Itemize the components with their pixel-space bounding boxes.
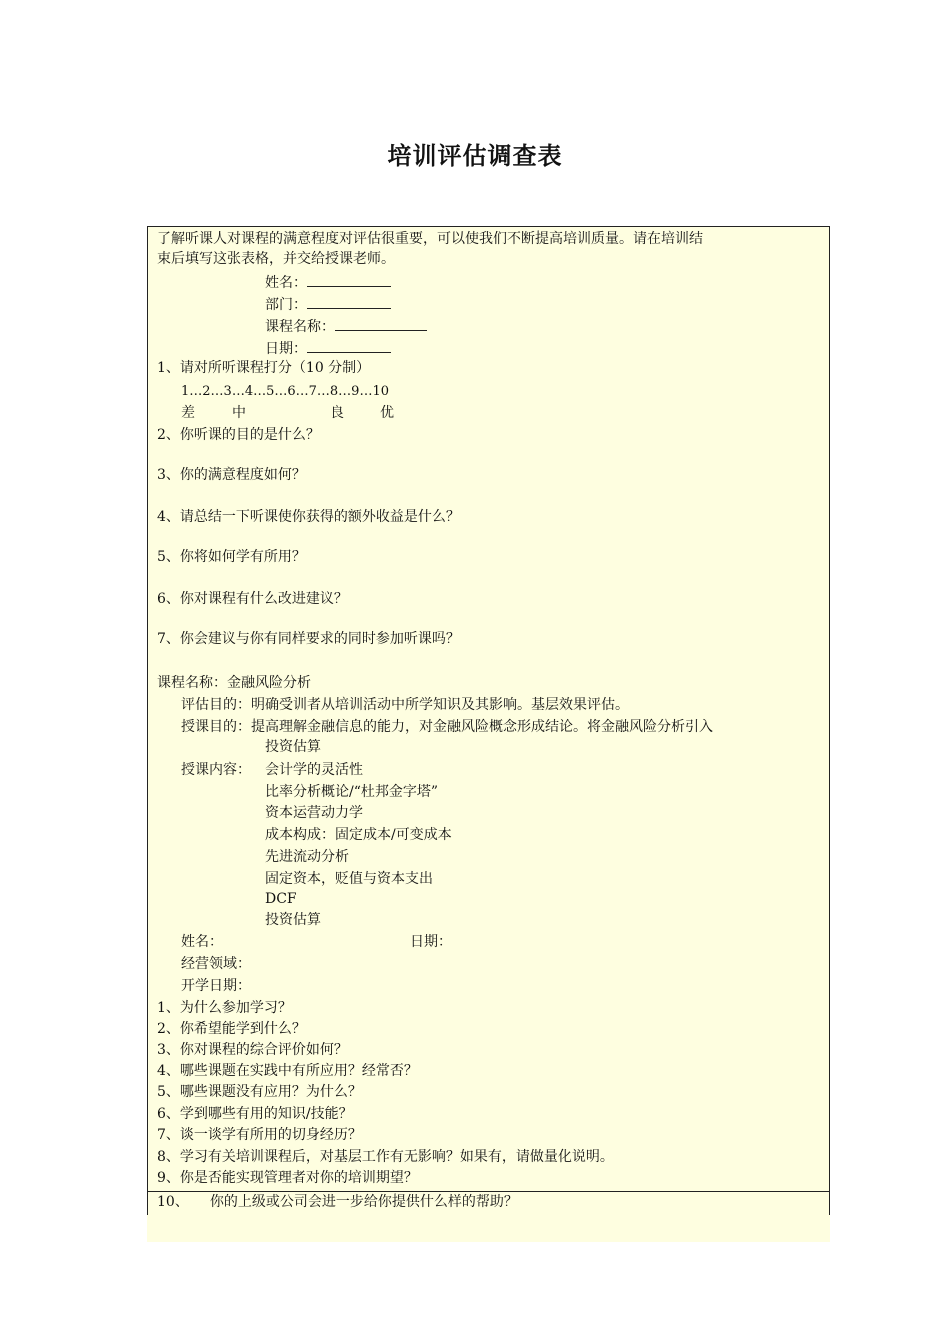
content-item: 固定资本，贬值与资本支出 — [265, 871, 433, 887]
scale-label-poor: 差 — [181, 405, 195, 421]
survey-box — [147, 226, 830, 1216]
name-blank[interactable] — [307, 272, 391, 287]
followup-question: 6、学到哪些有用的知识/技能？ — [157, 1106, 353, 1122]
content-item: 投资估算 — [265, 912, 321, 928]
course-label: 课程名称： — [265, 319, 335, 335]
followup-question: 5、哪些课题没有应用？为什么？ — [157, 1084, 362, 1100]
date-field[interactable] — [265, 338, 391, 359]
dept-label: 部门： — [265, 297, 307, 313]
content-item: 资本运营动力学 — [265, 805, 363, 821]
followup-question: 10、 你的上级或公司会进一步给你提供什么样的帮助？ — [157, 1194, 518, 1210]
content-item: 成本构成：固定成本/可变成本 — [265, 827, 452, 843]
scale-label-fair: 中 — [232, 405, 246, 421]
score-scale: 1…2…3…4…5…6…7…8…9…10 — [181, 384, 389, 399]
dept-field[interactable] — [265, 294, 391, 315]
intro-line-1: 了解听课人对课程的满意程度对评估很重要，可以使我们不断提高培训质量。请在培训结 — [157, 231, 703, 247]
dept-blank[interactable] — [307, 294, 391, 309]
eval-purpose: 评估目的：明确受训者从培训活动中所学知识及其影响。基层效果评估。 — [181, 697, 629, 713]
name-label: 姓名： — [265, 275, 307, 291]
scale-label-excellent: 优 — [380, 405, 394, 421]
course-blank[interactable] — [335, 316, 427, 331]
trainee-name-label: 姓名： — [181, 934, 223, 950]
question-5: 5、你将如何学有所用？ — [157, 549, 306, 565]
date-blank[interactable] — [307, 338, 391, 353]
followup-question: 4、哪些课题在实践中有所应用？经常否？ — [157, 1063, 418, 1079]
followup-question: 1、为什么参加学习？ — [157, 1000, 292, 1016]
question-1: 1、请对所听课程打分（10 分制） — [157, 360, 371, 376]
scale-labels — [148, 403, 829, 423]
teach-purpose-line-2: 投资估算 — [265, 739, 321, 755]
question-2: 2、你听课的目的是什么？ — [157, 427, 320, 443]
scale-label-good: 良 — [330, 405, 344, 421]
content-item: 先进流动分析 — [265, 849, 349, 865]
start-date-label: 开学日期： — [181, 978, 251, 994]
content-item: 会计学的灵活性 — [265, 762, 363, 778]
date-label: 日期： — [265, 341, 307, 357]
content-label: 授课内容： — [181, 762, 251, 778]
question-3: 3、你的满意程度如何？ — [157, 467, 306, 483]
survey-box-footer — [147, 1215, 830, 1242]
content-item: 比率分析概论/“杜邦金字塔” — [265, 784, 439, 800]
question-6: 6、你对课程有什么改进建议？ — [157, 591, 348, 607]
name-field[interactable] — [265, 272, 391, 293]
question-4: 4、请总结一下听课使你获得的额外收益是什么？ — [157, 509, 460, 525]
question-7: 7、你会建议与你有同样要求的同时参加听课吗？ — [157, 631, 460, 647]
followup-question: 3、你对课程的综合评价如何？ — [157, 1042, 348, 1058]
course-field[interactable] — [265, 316, 427, 337]
followup-question: 7、谈一谈学有所用的切身经历？ — [157, 1127, 362, 1143]
followup-question: 2、你希望能学到什么？ — [157, 1021, 306, 1037]
teach-purpose-line-1: 授课目的：提高理解金融信息的能力，对金融风险概念形成结论。将金融风险分析引入 — [181, 719, 713, 735]
intro-line-2: 束后填写这张表格，并交给授课老师。 — [157, 251, 395, 267]
followup-question: 9、你是否能实现管理者对你的培训期望？ — [157, 1170, 418, 1186]
page-title: 培训评估调查表 — [387, 141, 563, 170]
trainee-date-label: 日期： — [410, 934, 452, 950]
content-item: DCF — [265, 891, 297, 907]
course-name-line: 课程名称：金融风险分析 — [157, 675, 311, 691]
business-field-label: 经营领域： — [181, 956, 251, 972]
followup-question: 8、学习有关培训课程后，对基层工作有无影响？如果有，请做量化说明。 — [157, 1149, 614, 1165]
